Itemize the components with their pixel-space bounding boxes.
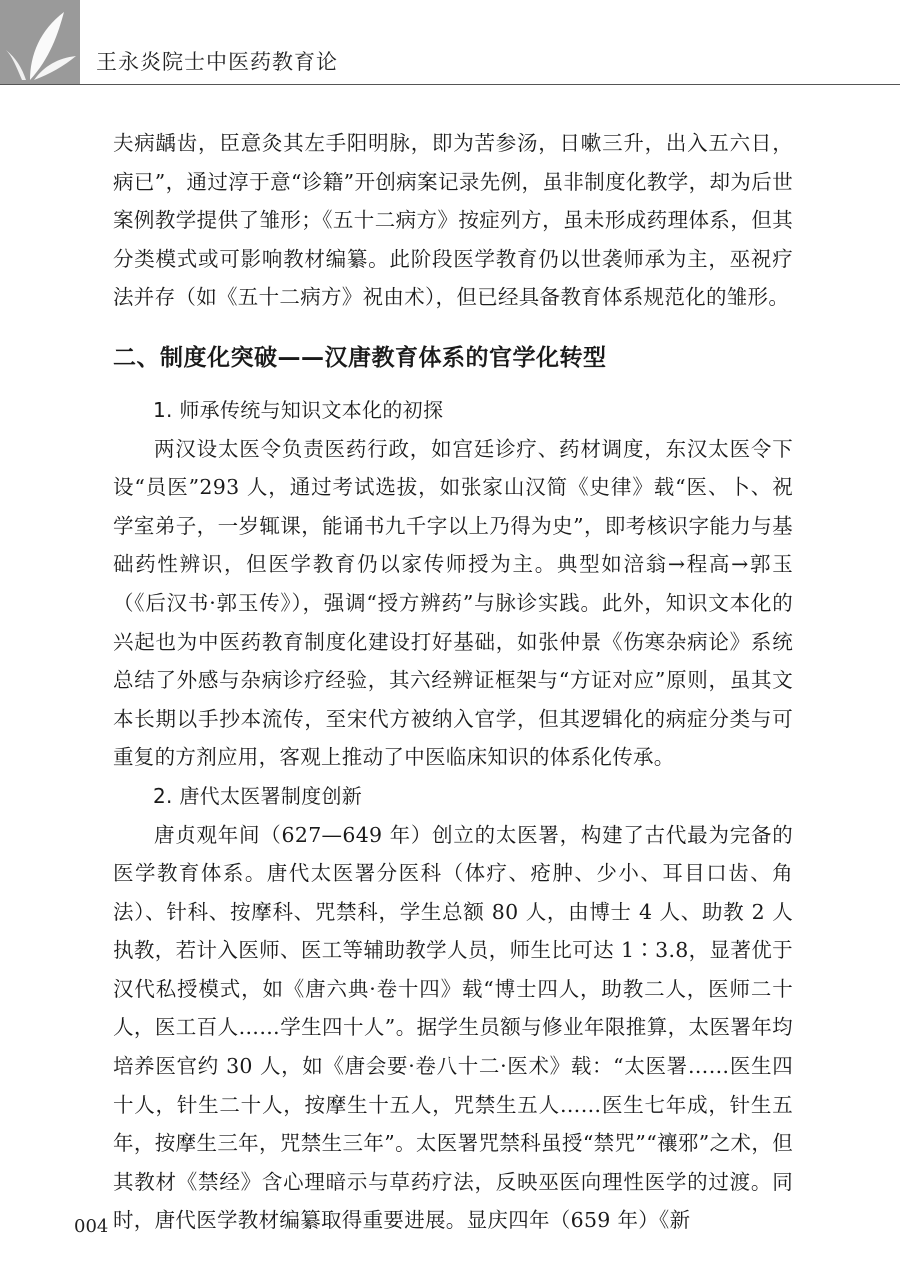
page-body — [113, 124, 793, 1240]
paragraph-3: 唐贞观年间（627—649 年）创立的太医署，构建了古代最为完备的医学教育体系。唐代太医署分医科（体疗、疮肿、少小、耳目口齿、角法）、针科、按摩科、咒禁科，学生总额 80 人，由博士 4 人、助教 2 人执教，若计入医师、医工等辅助教学人员，师生比可达 1∶3.8，显著优于汉代私授模式，如《唐六典·卷十四》载“博士四人，助教二人，医师二十人，医工百人……学生四十人”。据学生员额与修业年限推算，太医署年均培养医官约 30 人，如《唐会要·卷八十二·医术》载：“太医署……医生四十人，针生二十人，按摩生十五人，咒禁生五人……医生七年成，针生五年，按摩生三年，咒禁生三年”。太医署咒禁科虽授“禁咒”“禳邪”之术，但其教材《禁经》含心理暗示与草药疗法，反映巫医向理性医学的过渡。同时，唐代医学教材编纂取得重要进展。显庆四年（659 年）《新 — [113, 822, 793, 1233]
paragraph-2: 两汉设太医令负责医药行政，如宫廷诊疗、药材调度，东汉太医令下设“员医”293 人，通过考试选拔，如张家山汉简《史律》载“医、卜、祝学室弟子，一岁辄课，能诵书九千字以上乃得为史”，即考核识字能力与基础药性辨识，但医学教育仍以家传师授为主。典型如涪翁→程高→郭玉（《后汉书·郭玉传》），强调“授方辨药”与脉诊实践。此外，知识文本化的兴起也为中医药教育制度化建设打好基础，如张仲景《伤寒杂病论》系统总结了外感与杂病诊疗经验，其六经辨证框架与“方证对应”原则，虽其文本长期以手抄本流传，至宋代方被纳入官学，但其逻辑化的病症分类与可重复的方剂应用，客观上推动了中医临床知识的体系化传承。 — [113, 436, 793, 770]
header-rule — [0, 84, 900, 85]
subheading-2: 2. 唐代太医署制度创新 — [153, 783, 363, 808]
subheading-1: 1. 师承传统与知识文本化的初探 — [153, 397, 444, 422]
leaf-logo-icon — [0, 0, 80, 84]
header-color-block — [0, 0, 80, 84]
page-number: 004 — [74, 1216, 109, 1237]
running-header-title: 王永炎院士中医药教育论 — [96, 50, 338, 74]
section-heading: 二、制度化突破——汉唐教育体系的官学化转型 — [113, 344, 607, 371]
paragraph-1: 夫病龋齿，臣意灸其左手阳明脉，即为苦参汤，日嗽三升，出入五六日，病已”，通过淳于意“诊籍”开创病案记录先例，虽非制度化教学，却为后世案例教学提供了雏形；《五十二病方》按症列方，虽未形成药理体系，但其分类模式或可影响教材编纂。此阶段医学教育仍以世袭师承为主，巫祝疗法并存（如《五十二病方》祝由术），但已经具备教育体系规范化的雏形。 — [113, 131, 793, 310]
